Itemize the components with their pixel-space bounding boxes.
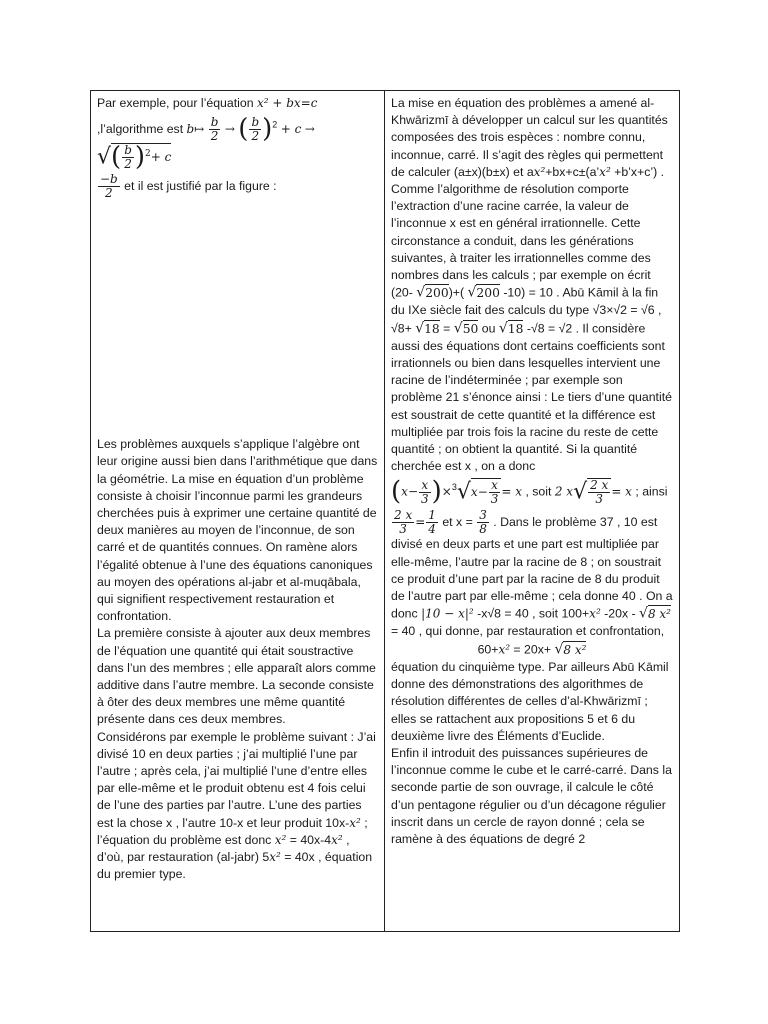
right-paragraph-5: Enfin il introduit des puissances supérieures de l’inconnue comme le cube et le carré-carré. Dans la seconde partie de son ouvrage, il calcule le côté d’un pentagone régulier ou d’un décagone régulier inscrit dans un cercle de rayon donné ; cela se ramène à des équations de degré 2 [391,745,672,846]
intro-line [97,95,378,112]
algorithm-end-line [97,173,378,200]
fraction-b-over-2: $\frac{b}{2}$ [210,115,219,144]
right-paragraph-4: équation du cinquième type. Par ailleurs Abū Kāmil donne des démonstrations des algorithmes de résolution différentes de celles d’al-Khwārizmī ; elles se rattachent aux propositions 5 et 6 du deuxième livre des Éléments d’Euclide. [391,659,669,743]
right-paragraph-2: Comme l’algorithme de résolution comporte l’extraction d’une racine carrée, la valeur de l’inconnue x est en général irrationnelle. Cette circonstance a conduit, dans les générations suivantes, à traiter les irrationnelles comme des nombres dans les calculs ; par exemple on écrit (20- √200)+( √200 -10) = 10 . Abū Kāmil à la fin du IXe siècle fait des calculs du type √3×√2 = √6 , √8+ √18 = √50 ou √18 -√8 = √2 . Il considère aussi des équations dont certains coefficients sont irrationnels ou bien dans lesquelles intervient une racine de l’indéterminée ; par exemple son problème 21 s’énonce ainsi : Le tiers d’une quantité est soustrait de cette quantité et la différence est multipliée par trois fois la racine du reste de cette quantité ; on obtient la quantité. Si la quantité cherchée est x , on a donc [391,182,672,474]
algo-b: b [186,121,195,136]
equation-problem-21: (x− $\frac{x}{3}$ )×$^3$√x− $\frac{x}{3}$ = x , soit 2 x√ $\frac{2 x}{3}$ = x ; ainsi [391,476,668,507]
left-paragraph-2: La première consiste à ajouter aux deux membres de l’équation une quantité qui était soustractive dans l’un des membres ; elle apparaît alors comme additive dans l’autre membre. La seconde consiste à ôter des deux membres une même quantité présente dans ces deux membres. [97,626,376,727]
left-paragraph-1: Les problèmes auxquels s’applique l’algèbre ont leur origine aussi bien dans l’arithmétique que dans la géométrie. La mise en équation d’un problème consiste à choisir l’inconnue parmi les grandeurs cherchées puis à exprimer une certaine quantité de deux manières au moyen de l’inconnue, de son carré et de quantités connues. On ramène alors l’égalité obtenue à l’une des équations canoniques au moyen des opérations al-jabr et al-muqābala, qui signifient respectivement restauration et confrontation. [97,437,378,624]
fraction-b-over-2-squared: $\frac{b}{2}$ [251,115,260,144]
left-column [91,91,385,931]
content-table [90,90,680,932]
algo-arrow: ↦ [194,121,205,136]
equation-main: x² + bx=c [256,96,318,110]
right-paragraph-3: $\frac{2 x}{3}$ = $\frac{1}{4}$ et x = $\frac{3}{8}$ . Dans le problème 37 , 10 est divisé en deux parts et une part est multipliée par elle-même, l’autre par la racine de 8 ; on soustrait ce produit d’une part par la racine de 8 du produit de l’autre part par elle-même ; cela donne 40 . On a donc |10 − x|² -x√8 = 40 , soit 100+x² -20x - √8 x² = 40 , qui donne, par restauration et confrontation, [391,508,673,639]
algorithm-suffix: et il est justifié par la figure : [120,178,277,193]
left-paragraph-3: Considérons par exemple le problème suivant : J’ai divisé 10 en deux parties ; j’ai multiplié l’une par l’autre ; après cela, j’ai multiplié l’une d’entre elles par elle-même et le produit obtenu est 4 fois celui de l’une des parties par l’autre. L’une des parties est la chose x , l’autre 10-x et leur produit 10x-x² ; l’équation du problème est donc x² = 40x-4x² , d’où, par restauration (al-jabr) 5x² = 40x , équation du premier type. [97,729,376,882]
algorithm-line: ,l’algorithme est b↦ $\frac{b}{2}$ → ( $\frac{b}{2}$ )$^2$ + c → √( $\frac{b}{2}$ )$^2$+ c [97,114,315,173]
algo-plus-c: + c [280,121,302,136]
fraction-neg-b-over-2: $\frac{-b}{2}$ [100,172,118,201]
figure-space [97,200,378,436]
sqrt-expression: √( $\frac{b}{2}$ )$^2$+ c [97,142,172,173]
algorithm-prefix: ,l’algorithme est [97,121,187,136]
intro-text: Par exemple, pour l’équation [97,96,257,110]
right-paragraph-1: La mise en équation des problèmes a amené al-Khwārizmī à développer un calcul sur les quantités composées des trois espèces : nombre connu, inconnue, carré. Il s’agit des règles qui permettent de calculer (a±x)(b±x) et ax²+bx+c±(a’x² +b’x+c’) . [391,96,668,179]
equation-fifth-type: 60+x² = 20x+ √8 x² [477,641,587,658]
right-column [385,91,679,931]
